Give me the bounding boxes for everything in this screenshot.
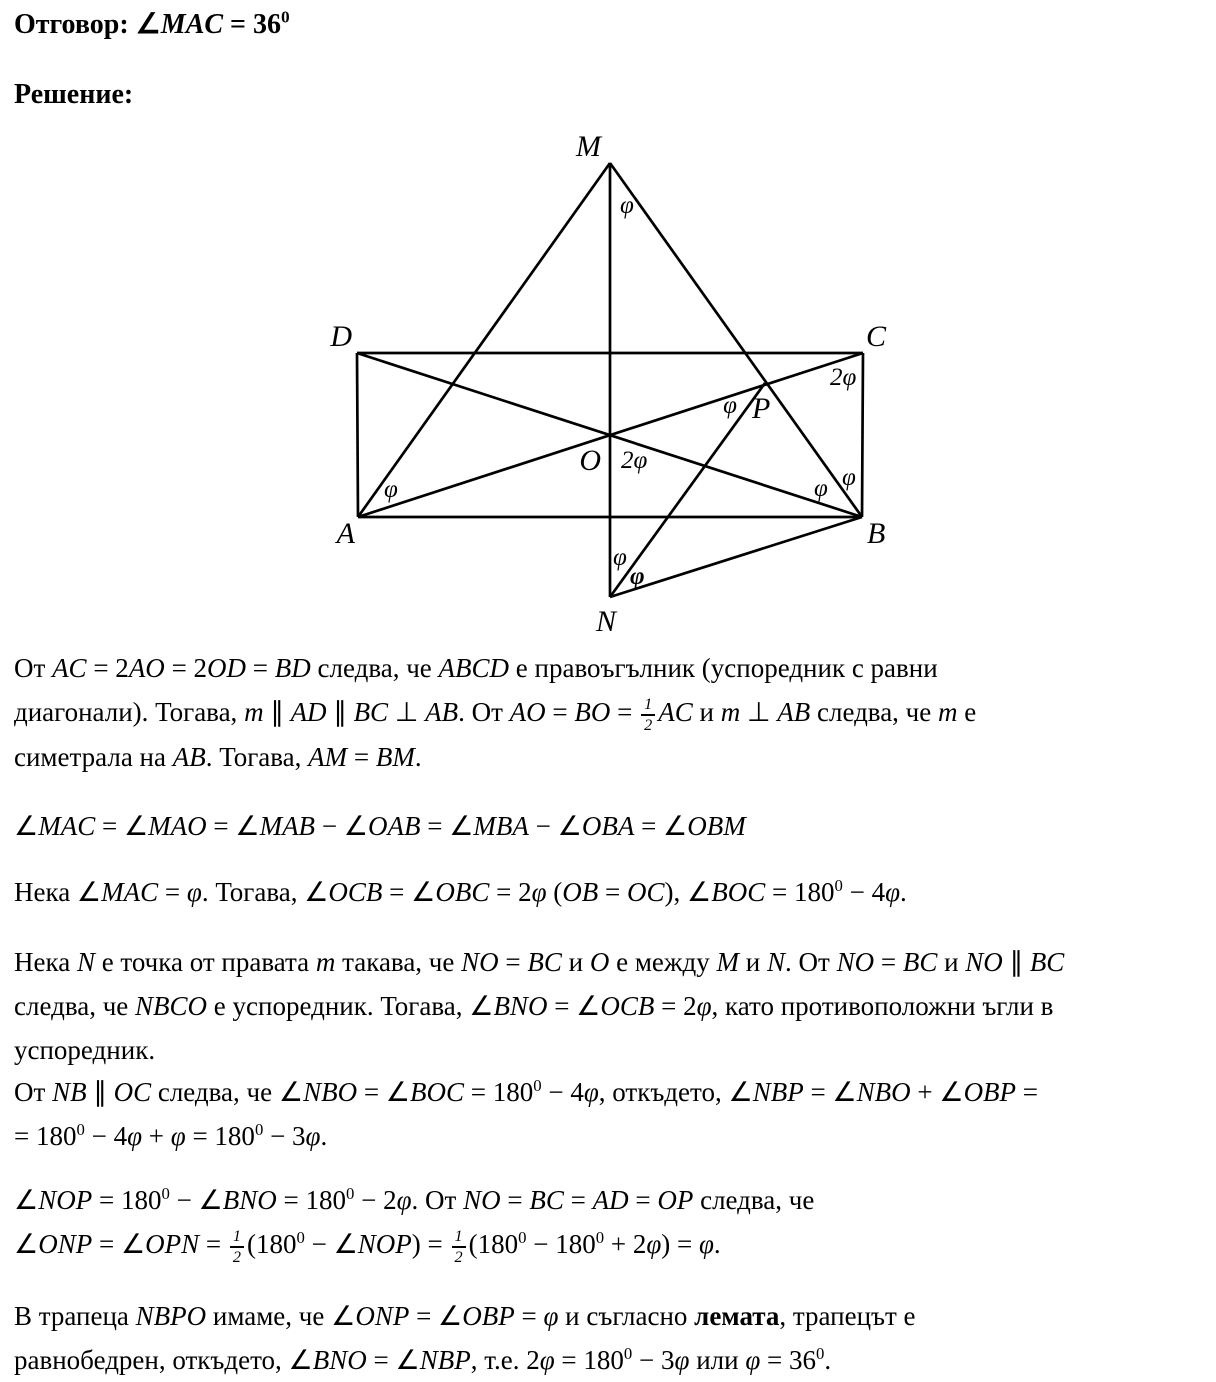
text-segment: 0 (281, 7, 290, 27)
text-segment: OPN (145, 1229, 200, 1259)
text-segment: φ (885, 877, 901, 907)
fraction: $\frac{1}{2}$ (641, 695, 655, 734)
text-segment: 0 (518, 1228, 527, 1247)
text-segment: OBP (462, 1301, 515, 1331)
text-segment: От (14, 1077, 53, 1107)
text-segment: BC (1029, 947, 1065, 977)
fraction: $\frac{1}{2}$ (230, 1227, 244, 1266)
text-segment: = ∠ (420, 811, 474, 841)
text-segment: + ∠ (910, 1077, 964, 1107)
text-segment: такава, че (335, 947, 462, 977)
text-segment: (180 (468, 1229, 519, 1259)
text-segment: = (498, 947, 528, 977)
text-segment: − ∠ (315, 811, 368, 841)
angle-label-φ: φ (620, 192, 634, 219)
text-segment: Нека (14, 947, 77, 977)
fraction: $\frac{1}{2}$ (452, 1227, 466, 1266)
text-segment: OBC (435, 877, 490, 907)
solution-paragraph (14, 940, 1206, 1072)
text-segment: е успоредник. Тогава, ∠ (207, 991, 494, 1021)
text-segment: = ∠ (357, 1077, 410, 1107)
text-segment: = 36 (223, 9, 282, 40)
point-label-M: M (576, 130, 601, 163)
text-segment: ∥ (263, 697, 291, 727)
text-segment: NBO (856, 1077, 911, 1107)
text-segment: MAC (101, 877, 159, 907)
text-segment: 0 (834, 876, 843, 895)
text-line (14, 940, 1206, 984)
text-segment: ) = (411, 1229, 450, 1259)
text-segment: , откъдето, ∠ (598, 1077, 753, 1107)
text-segment: OB (562, 877, 599, 907)
text-segment: φ (543, 1301, 559, 1331)
geometry-diagram (0, 0, 1216, 660)
text-segment: AD (290, 697, 327, 727)
text-segment: BM (375, 741, 415, 772)
text-segment: + 2 (604, 1229, 647, 1259)
text-segment: . От (411, 1185, 464, 1215)
solution-paragraph (14, 870, 1206, 914)
text-segment: − ∠ (528, 811, 582, 841)
text-segment: OC (627, 877, 665, 907)
text-segment: ), ∠ (664, 877, 712, 907)
text-line (14, 1114, 1206, 1158)
text-segment: В трапеца (14, 1301, 136, 1331)
text-segment: − 2 (354, 1185, 397, 1215)
text-segment: = ∠ (803, 1077, 857, 1107)
text-segment: BNO (493, 991, 548, 1021)
text-segment: φ (305, 1121, 321, 1151)
text-segment: 0 (815, 1344, 825, 1363)
diagram-line-DA (357, 353, 358, 517)
text-line (14, 646, 1206, 690)
text-line (14, 735, 1206, 779)
text-segment: φ (186, 877, 202, 907)
text-segment: , като противоположни ъгли в (711, 991, 1054, 1021)
text-line (14, 1222, 1206, 1267)
text-segment: имаме, че ∠ (206, 1301, 356, 1331)
text-segment: φ (745, 1345, 761, 1375)
text-segment: MAC (160, 9, 224, 40)
text-line (14, 690, 1206, 735)
text-segment: следва, че ∠ (151, 1077, 304, 1107)
point-label-O: O (579, 444, 601, 477)
text-segment: = (347, 741, 376, 772)
text-segment: 0 (346, 1184, 355, 1203)
text-segment: NBO (303, 1077, 358, 1107)
text-segment: . (900, 877, 907, 907)
text-segment: диагонали). Тогава, (14, 697, 245, 727)
text-segment: Нека ∠ (14, 877, 102, 907)
text-segment: ONP (355, 1301, 410, 1331)
angle-label-φ: φ (723, 392, 737, 419)
solution-paragraph (14, 1178, 1206, 1267)
text-segment: OC (113, 1077, 152, 1107)
text-segment: = (500, 1185, 530, 1215)
text-segment: успоредник. (14, 1035, 156, 1065)
text-segment: ( (546, 877, 563, 907)
text-segment: 0 (161, 1184, 170, 1203)
text-segment: = (628, 1185, 658, 1215)
text-segment: AC (52, 653, 87, 683)
text-segment: ∥ (326, 697, 354, 727)
text-segment: NO (965, 947, 1003, 977)
text-segment: . (824, 1345, 832, 1375)
text-segment: = 36 (760, 1345, 816, 1375)
text-segment: ∠ (14, 1185, 39, 1215)
text-segment: − ∠ (304, 1229, 358, 1259)
text-segment: следва, че (310, 653, 439, 683)
angle-label-φ: φ (630, 563, 645, 590)
text-segment: = (598, 877, 628, 907)
text-segment: NO (463, 1185, 501, 1215)
text-segment: 0 (533, 1076, 542, 1095)
text-segment: AD (592, 1185, 629, 1215)
text-segment: BOC (410, 1077, 464, 1107)
text-segment: φ (396, 1185, 412, 1215)
point-label-C: C (866, 320, 887, 353)
text-segment: = 2 (164, 653, 208, 683)
text-segment: = 180 (92, 1185, 162, 1215)
text-segment: ⊥ (388, 697, 426, 727)
text-segment: е точка от правата (94, 947, 316, 977)
text-segment: BOC (711, 877, 766, 907)
text-segment: NO (461, 947, 499, 977)
text-segment: NBP (752, 1077, 804, 1107)
solution-paragraph (14, 1294, 1206, 1382)
text-segment: BNO (222, 1185, 277, 1215)
text-segment: ONP (38, 1229, 93, 1259)
text-line (14, 804, 1206, 848)
text-segment: N (767, 947, 786, 977)
text-segment: MAB (259, 811, 316, 841)
text-segment: и съгласно (558, 1301, 695, 1331)
text-segment: 0 (296, 1228, 305, 1247)
text-line (14, 1338, 1206, 1382)
text-segment: BC (527, 947, 562, 977)
text-segment: φ (696, 991, 712, 1021)
text-segment: = (563, 1185, 593, 1215)
text-segment: OCB (328, 877, 383, 907)
text-segment: ABCD (438, 653, 510, 683)
text-segment: ) = (661, 1229, 699, 1259)
text-segment: = (545, 697, 575, 727)
text-segment: MAC (38, 811, 96, 841)
text-segment: = (1016, 1077, 1039, 1107)
text-segment: NBCO (135, 991, 208, 1021)
solution-paragraph (14, 1070, 1206, 1158)
text-segment: AO (128, 653, 165, 683)
text-segment: , трапецът е (779, 1301, 916, 1331)
text-segment: MAO (148, 811, 207, 841)
angle-label-φ: φ (384, 476, 398, 503)
text-segment: = (514, 1301, 544, 1331)
text-segment: = ∠ (409, 1301, 463, 1331)
text-line (14, 1294, 1206, 1338)
diagram-line-CB (862, 353, 863, 517)
text-segment: лемата (694, 1301, 780, 1331)
text-segment: , т.е. 2 (470, 1345, 540, 1375)
text-segment: Решение: (14, 79, 134, 110)
text-segment: . Тогава, ∠ (201, 877, 329, 907)
text-segment: = ∠ (92, 1229, 146, 1259)
text-segment: − ∠ (169, 1185, 223, 1215)
text-segment: = 2 (86, 653, 129, 683)
text-segment: O (589, 947, 610, 977)
text-segment: = 180 (464, 1077, 534, 1107)
text-segment: φ (539, 1345, 555, 1375)
text-segment: = 2 (489, 877, 532, 907)
text-segment: − 4 (541, 1077, 584, 1107)
text-segment: и (692, 697, 721, 727)
text-segment: следва, че (14, 991, 136, 1021)
text-segment: = ∠ (547, 991, 601, 1021)
text-segment: BC (902, 947, 938, 977)
diagram-line-MA (358, 163, 610, 517)
text-segment: . От (458, 697, 510, 727)
text-segment: 0 (254, 1120, 264, 1139)
text-segment: OD (207, 653, 247, 683)
text-segment: = ∠ (95, 811, 149, 841)
text-segment: От (14, 653, 53, 683)
text-segment: + (142, 1121, 171, 1151)
text-segment: φ (170, 1121, 186, 1151)
text-line (14, 870, 1206, 914)
text-segment: 0 (595, 1228, 605, 1247)
text-segment: AC (658, 697, 693, 727)
text-segment: и (561, 947, 590, 977)
text-segment: . (414, 741, 422, 772)
text-segment: − 180 (526, 1229, 596, 1259)
text-segment: NO (836, 947, 875, 977)
text-segment: φ (646, 1229, 662, 1259)
text-segment: е правоъгълник (успоредник с равни (509, 653, 938, 683)
text-segment: m (938, 697, 958, 727)
text-segment: M (716, 947, 740, 977)
point-label-N: N (595, 605, 617, 638)
text-segment: m (244, 697, 264, 727)
text-segment: AB (425, 697, 459, 727)
angle-label-φ: φ (842, 464, 856, 491)
text-segment: AB (777, 697, 811, 727)
text-segment: = ∠ (206, 811, 260, 841)
solution-paragraph (14, 646, 1206, 779)
text-segment: NBP (419, 1345, 471, 1375)
text-segment: = 180 (765, 877, 835, 907)
text-segment: − 3 (263, 1121, 306, 1151)
text-segment: OBA (581, 811, 635, 841)
text-line (14, 1070, 1206, 1114)
text-segment: равнобедрен, откъдето, ∠ (14, 1345, 313, 1375)
text-segment: OAB (368, 811, 421, 841)
text-line (14, 984, 1206, 1028)
angle-label-2φ: 2φ (830, 364, 857, 391)
text-segment: симетрала на (14, 741, 173, 772)
text-segment: 0 (76, 1120, 85, 1139)
text-segment: NOP (357, 1229, 412, 1259)
text-segment: AB (172, 741, 206, 772)
text-segment: = (199, 1229, 228, 1259)
text-segment: φ (583, 1077, 599, 1107)
text-segment: и (739, 947, 767, 977)
text-segment: φ (674, 1345, 690, 1375)
text-segment: BO (574, 697, 611, 727)
text-segment: ∥ (86, 1077, 114, 1107)
text-segment: ∠ (14, 1229, 39, 1259)
text-segment: следва, че (810, 697, 938, 727)
text-segment: BNO (312, 1345, 367, 1375)
text-segment: = 180 (185, 1121, 255, 1151)
text-segment: N (76, 947, 95, 977)
text-segment: NOP (38, 1185, 93, 1215)
text-segment: = ∠ (366, 1345, 420, 1375)
diagram-line-NB (610, 517, 862, 597)
text-segment: = 180 (14, 1121, 77, 1151)
text-segment: φ (698, 1229, 714, 1259)
text-segment: OBM (687, 811, 746, 841)
text-segment: BC (529, 1185, 564, 1215)
diagram-line-MB (610, 163, 862, 517)
text-segment: = 180 (276, 1185, 346, 1215)
solution-paragraph (14, 804, 1206, 848)
text-segment: е (957, 697, 977, 727)
point-label-B: B (867, 517, 886, 550)
text-segment: BD (274, 653, 311, 683)
text-segment: 0 (623, 1344, 633, 1363)
text-segment: φ (127, 1121, 143, 1151)
text-segment: . От (785, 947, 837, 977)
text-segment: AO (509, 697, 546, 727)
text-segment: . (320, 1121, 328, 1151)
text-segment: − 4 (842, 877, 886, 907)
point-label-A: A (336, 517, 355, 550)
text-segment: ∠ (135, 9, 161, 40)
text-line (14, 1178, 1206, 1222)
text-segment: и (937, 947, 966, 977)
angle-label-φ: φ (613, 544, 627, 571)
angle-label-2φ: 2φ (621, 447, 648, 474)
text-segment: AM (308, 741, 348, 772)
text-segment: − 3 (632, 1345, 675, 1375)
text-segment: MBA (473, 811, 529, 841)
text-segment: = (874, 947, 903, 977)
text-line (14, 1028, 1206, 1072)
text-segment: OP (657, 1185, 694, 1215)
text-segment: е между (609, 947, 717, 977)
text-segment: OBP (963, 1077, 1017, 1107)
text-segment: = ∠ (382, 877, 436, 907)
text-segment: φ (531, 877, 547, 907)
text-segment: NB (52, 1077, 87, 1107)
text-segment: = 2 (654, 991, 697, 1021)
text-segment: = ∠ (634, 811, 688, 841)
text-segment: ∥ (1002, 947, 1030, 977)
text-segment: Отговор: (14, 9, 136, 40)
text-segment: . Тогава, (205, 741, 309, 772)
text-segment: NBPO (135, 1301, 207, 1331)
text-segment: или (689, 1345, 746, 1375)
text-segment: = (246, 653, 275, 683)
text-segment: ⊥ (740, 697, 778, 727)
point-label-P: P (752, 392, 771, 425)
text-segment: = (610, 697, 640, 727)
angle-label-φ: φ (814, 475, 828, 502)
text-segment: − 4 (84, 1121, 128, 1151)
text-segment: = (158, 877, 187, 907)
text-segment: m (315, 947, 336, 977)
point-label-D: D (330, 320, 352, 353)
text-segment: ∠ (14, 811, 39, 841)
text-segment: OCB (600, 991, 655, 1021)
text-segment: (180 (246, 1229, 297, 1259)
text-segment: m (720, 697, 741, 727)
text-segment: . (713, 1229, 721, 1259)
text-segment: BC (353, 697, 389, 727)
text-segment: следва, че (693, 1185, 815, 1215)
text-segment: = 180 (554, 1345, 624, 1375)
